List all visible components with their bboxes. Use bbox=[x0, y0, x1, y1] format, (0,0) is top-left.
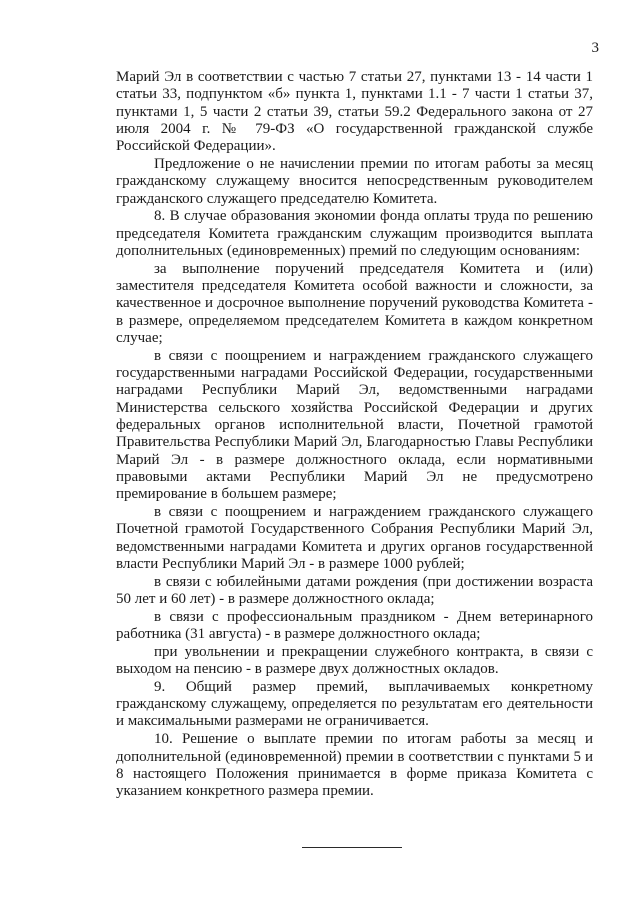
paragraph-clause-8-item-retirement: при увольнении и прекращении служебного контракта, в связи с выходом на пенсию - в размере двух должностных окладов. bbox=[116, 643, 593, 678]
end-of-document-rule bbox=[302, 847, 402, 848]
paragraph-clause-8-item-regional-awards: в связи с поощрением и награждением гражданского служащего Почетной грамотой Государственного Собрания Республики Марий Эл, ведомственными наградами Комитета и других органов государственной власти Республики Марий Эл - в размере 1000 рублей; bbox=[116, 503, 593, 572]
paragraph-bonus-denial-proposal: Предложение о не начислении премии по итогам работы за месяц гражданскому служащему вносится непосредственным руководителем гражданского служащего председателю Комитета. bbox=[116, 155, 593, 207]
paragraph-clause-8-item-anniversary: в связи с юбилейными датами рождения (при достижении возраста 50 лет и 60 лет) - в размере должностного оклада; bbox=[116, 573, 593, 607]
paragraph-clause-8-item-professional-holiday: в связи с профессиональным праздником - Днем ветеринарного работника (31 августа) - в размере должностного оклада; bbox=[116, 608, 593, 642]
document-body bbox=[116, 69, 593, 800]
paragraph-clause-10: 10. Решение о выплате премии по итогам работы за месяц и дополнительной (единовременной) премии в соответствии с пунктами 5 и 8 настоящего Положения принимается в форме приказа Комитета с указанием конкретного размера премии. bbox=[116, 731, 593, 800]
paragraph-clause-8-item-state-awards: в связи с поощрением и награждением гражданского служащего государственными наградами Российской Федерации, государственными наградами Республики Марий Эл, ведомственными наградами Министерства сельского хозяйства Российской Федерации и других федеральных органов исполнительной власти, Почетной грамотой Правительства Республики Марий Эл, Благодарностью Главы Республики Марий Эл - в размере должностного оклада, если нормативными правовыми актами Республики Марий Эл не предусмотрено премирование в большем размере; bbox=[116, 347, 593, 503]
paragraph-clause-8-item-assignments: за выполнение поручений председателя Комитета и (или) заместителя председателя Комитета особой важности и сложности, за качественное и досрочное выполнение поручений руководства Комитета - в размере, определяемом председателем Комитета в каждом конкретном случае; bbox=[116, 260, 593, 346]
page-number: 3 bbox=[591, 40, 599, 56]
paragraph-clause-9: 9. Общий размер премий, выплачиваемых конкретному гражданскому служащему, определяется по результатам его деятельности и максимальными размерами не ограничивается. bbox=[116, 678, 593, 730]
paragraph-clause-8: 8. В случае образования экономии фонда оплаты труда по решению председателя Комитета гражданским служащим производится выплата дополнительных (единовременных) премий по следующим основаниям: bbox=[116, 208, 593, 259]
paragraph-legal-basis-continuation: Марий Эл в соответствии с частью 7 статьи 27, пунктами 13 - 14 части 1 статьи 33, подпунктом «б» пункта 1, пунктами 1.1 - 7 части 1 статьи 37, пунктами 1, 5 части 2 статьи 39, статьи 59.2 Федерального закона от 27 июля 2004 г. № 79-ФЗ «О государственной гражданской службе Российской Федерации». bbox=[116, 69, 593, 155]
